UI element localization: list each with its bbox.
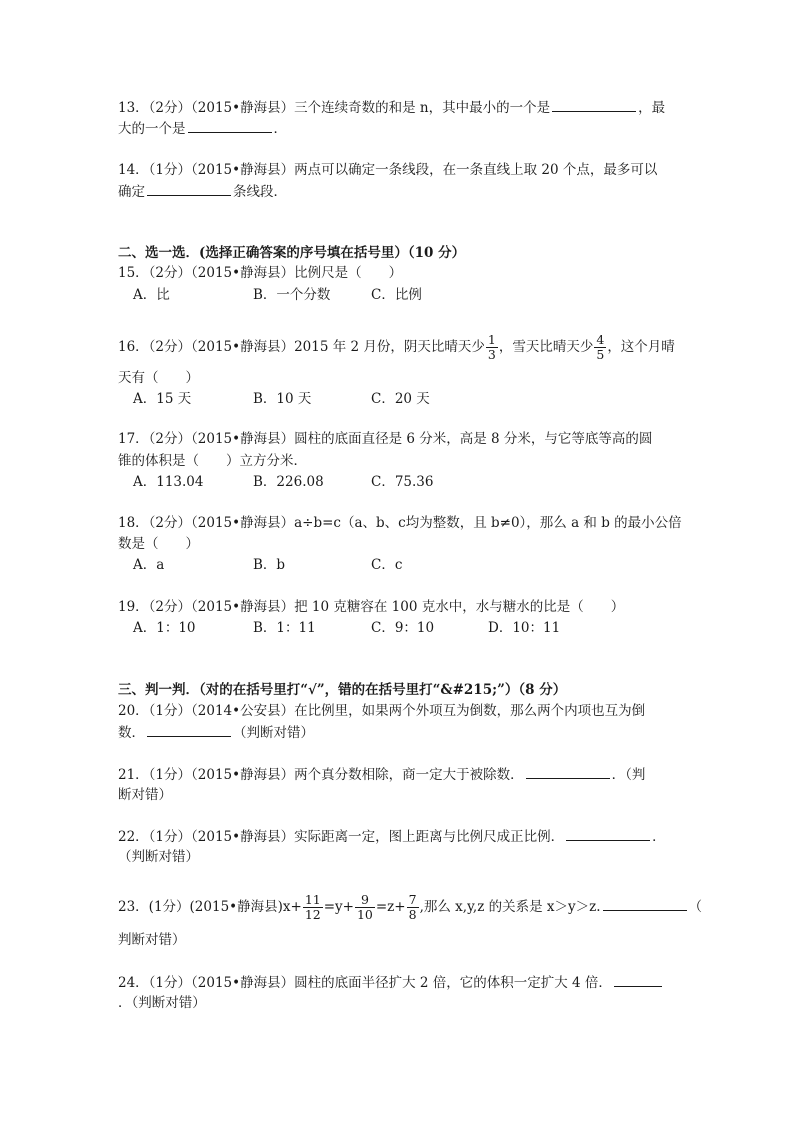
question-24-line-2: ．（判断对错） (118, 995, 206, 1011)
question-14-line-2: 确定 条线段． (118, 181, 287, 202)
question-17-option-c[interactable]: C．75.36 (371, 474, 434, 490)
question-19-option-a[interactable]: A．1：10 (133, 620, 196, 636)
question-16-line-1: 16．（2分）（2015•静海县）2015 年 2 月份，阴天比晴天少 $\frac{1}{3}$ ，雪天比晴天少 $\frac{4}{5}$ ，这个月晴 (118, 332, 675, 362)
question-16-line-2: 天有（ ） (118, 370, 199, 386)
question-13-text: 13．（2分）（2015•静海县）三个连续奇数的和是 n，其中最小的一个是 (118, 100, 551, 116)
fraction-eleven-twelfths: $\frac{11}{12}$ (304, 892, 321, 922)
answer-blank[interactable] (614, 972, 662, 987)
question-18-line-1: 18．（2分）（2015•静海县）a÷b=c（a、b、c均为整数，且 b≠0），那么 a 和 b 的最小公倍 (118, 515, 682, 531)
question-17-option-b[interactable]: B．226.08 (253, 474, 324, 490)
question-15-stem: 15．（2分）（2015•静海县）比例尺是（ ） (118, 265, 403, 281)
question-19-option-b[interactable]: B．1：11 (253, 620, 316, 636)
fraction-seven-eighths: $\frac{7}{8}$ (408, 892, 417, 922)
question-22-line-1: 22．（1分）（2015•静海县）实际距离一定，图上距离与比例尺成正比例． ． (118, 826, 666, 847)
question-23-line-1: 23．(1分）(2015•静海县)x+ $\frac{11}{12}$ =y+ $\frac{9}{10}$ =z+ $\frac{7}{8}$ ,那么 x,y,z 的关系是 x＞y＞z. （ (118, 892, 703, 922)
fraction-one-third: $\frac{1}{3}$ (487, 332, 496, 362)
question-23-line-2: 判断对错） (118, 932, 186, 948)
answer-blank[interactable] (566, 826, 650, 841)
question-21-line-2: 断对错） (118, 787, 172, 803)
question-20-line-1: 20．（1分）（2014•公安县）在比例里，如果两个外项互为倒数，那么两个内项也互为倒 (118, 703, 646, 719)
answer-blank[interactable] (147, 722, 231, 737)
section-3-heading: 三、判一判．（对的在括号里打“√”，错的在括号里打“&#215;”）（8 分） (118, 682, 567, 698)
answer-blank[interactable] (552, 97, 636, 112)
question-16-option-b[interactable]: B．10 天 (253, 391, 312, 407)
question-17-option-a[interactable]: A．113.04 (133, 474, 204, 490)
question-19-stem: 19．（2分）（2015•静海县）把 10 克糖容在 100 克水中，水与糖水的比是（ ） (118, 599, 625, 615)
question-17-line-2: 锥的体积是（ ）立方分米． (118, 453, 307, 469)
question-15-option-c[interactable]: C．比例 (371, 287, 422, 303)
question-16-option-a[interactable]: A．15 天 (133, 391, 192, 407)
answer-blank[interactable] (526, 764, 610, 779)
question-15-option-a[interactable]: A．比 (133, 287, 170, 303)
question-18-option-b[interactable]: B．b (253, 557, 286, 573)
question-18-line-2: 数是（ ） (118, 536, 199, 552)
question-17-line-1: 17．（2分）（2015•静海县）圆柱的底面直径是 6 分米，高是 8 分米，与它等底等高的圆 (118, 431, 653, 447)
fraction-four-fifths: $\frac{4}{5}$ (596, 332, 605, 362)
answer-blank[interactable] (603, 896, 687, 911)
question-13-line-1: 13．（2分）（2015•静海县）三个连续奇数的和是 n，其中最小的一个是 ，最 (118, 97, 665, 118)
question-16-option-c[interactable]: C．20 天 (371, 391, 430, 407)
question-19-option-c[interactable]: C．9：10 (371, 620, 435, 636)
section-2-heading: 二、选一选．(选择正确答案的序号填在括号里）（10 分） (118, 245, 466, 261)
question-20-line-2: 数． （判断对错） (118, 722, 314, 743)
question-22-line-2: （判断对错） (118, 849, 199, 865)
question-13-line-2: 大的一个是 ． (118, 118, 287, 139)
question-15-option-b[interactable]: B．一个分数 (253, 287, 331, 303)
question-24-line-1: 24．（1分）（2015•静海县）圆柱的底面半径扩大 2 倍，它的体积一定扩大 4 倍． (118, 972, 664, 993)
fraction-nine-tenths: $\frac{9}{10}$ (356, 892, 373, 922)
question-18-option-c[interactable]: C．c (371, 557, 403, 573)
answer-blank[interactable] (147, 181, 231, 196)
question-19-option-d[interactable]: D．10：11 (488, 620, 561, 636)
question-14-line-1: 14．（1分）（2015•静海县）两点可以确定一条线段，在一条直线上取 20 个点，最多可以 (118, 162, 658, 178)
question-21-line-1: 21．（1分）（2015•静海县）两个真分数相除，商一定大于被除数． ．（判 (118, 764, 645, 785)
question-18-option-a[interactable]: A．a (133, 557, 165, 573)
answer-blank[interactable] (188, 118, 272, 133)
